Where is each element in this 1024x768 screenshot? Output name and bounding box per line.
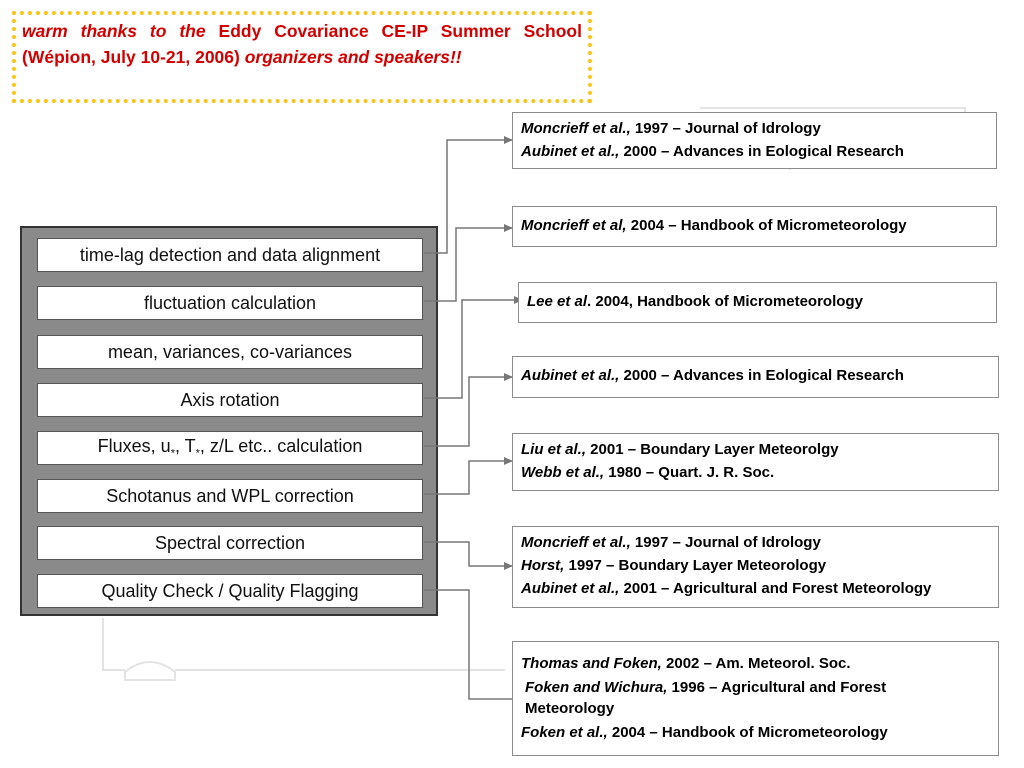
- reference-box-fluctuation: [512, 206, 997, 247]
- step-label: Fluxes, $u_*$, $T_*$, z/L etc.. calculation: [97, 436, 363, 460]
- reference-box-spectral: [512, 526, 999, 608]
- step-label: Schotanus and WPL correction: [106, 485, 354, 506]
- connector-fluxes: [424, 377, 512, 446]
- step-label: time-lag detection and data alignment: [79, 244, 381, 265]
- banner-italic-1: warm thanks to the: [22, 21, 206, 41]
- reference-line: Lee et al. 2004, Handbook of Micrometeorology: [527, 293, 863, 310]
- reference-line: Aubinet et al., 2000 – Advances in Eological Research: [521, 367, 904, 384]
- banner-italic-2: organizers and speakers!!: [244, 47, 462, 67]
- reference-line: Moncrieff et al., 1997 – Journal of Idrology: [521, 120, 821, 137]
- connector-spectral: [424, 542, 512, 566]
- reference-box-schotanus: [512, 433, 999, 491]
- step-label: Spectral correction: [154, 532, 306, 553]
- connector-axis-rotation: [424, 300, 522, 398]
- connector-quality: [424, 590, 520, 699]
- reference-line: Aubinet et al., 2001 – Agricultural and Forest Meteorology: [521, 580, 932, 597]
- reference-box-fluxes: [512, 356, 999, 398]
- connector-fluctuation: [424, 228, 512, 301]
- reference-line: Foken et al., 2004 – Handbook of Micrometeorology: [521, 724, 888, 741]
- reference-line: Moncrieff et al, 2004 – Handbook of Micrometeorology: [521, 217, 907, 234]
- reference-line: Liu et al., 2001 – Boundary Layer Meteorolgy: [521, 441, 839, 458]
- connector-schotanus: [424, 461, 512, 494]
- reference-box-time-lag: [512, 112, 997, 169]
- banner-regular: Eddy Covariance CE-IP Summer School (Wépion, July 10-21, 2006): [22, 21, 582, 67]
- reference-line: Horst, 1997 – Boundary Layer Meteorology: [521, 557, 827, 574]
- reference-box-axis-rotation: [518, 282, 997, 323]
- step-label: Axis rotation: [180, 389, 280, 410]
- step-label: fluctuation calculation: [143, 292, 317, 313]
- step-label: mean, variances, co-variances: [107, 341, 353, 362]
- step-label: Quality Check / Quality Flagging: [101, 580, 359, 601]
- reference-line: Webb et al., 1980 – Quart. J. R. Soc.: [521, 464, 775, 481]
- reference-line: Thomas and Foken, 2002 – Am. Meteorol. Soc.: [521, 655, 851, 672]
- reference-line: Moncrieff et al., 1997 – Journal of Idrology: [521, 534, 821, 551]
- connector-time-lag: [424, 140, 512, 253]
- reference-box-quality: [512, 641, 999, 756]
- reference-line: Foken and Wichura, 1996 – Agricultural and Forest Meteorology: [525, 679, 887, 717]
- reference-line: Aubinet et al., 2000 – Advances in Eological Research: [521, 143, 904, 160]
